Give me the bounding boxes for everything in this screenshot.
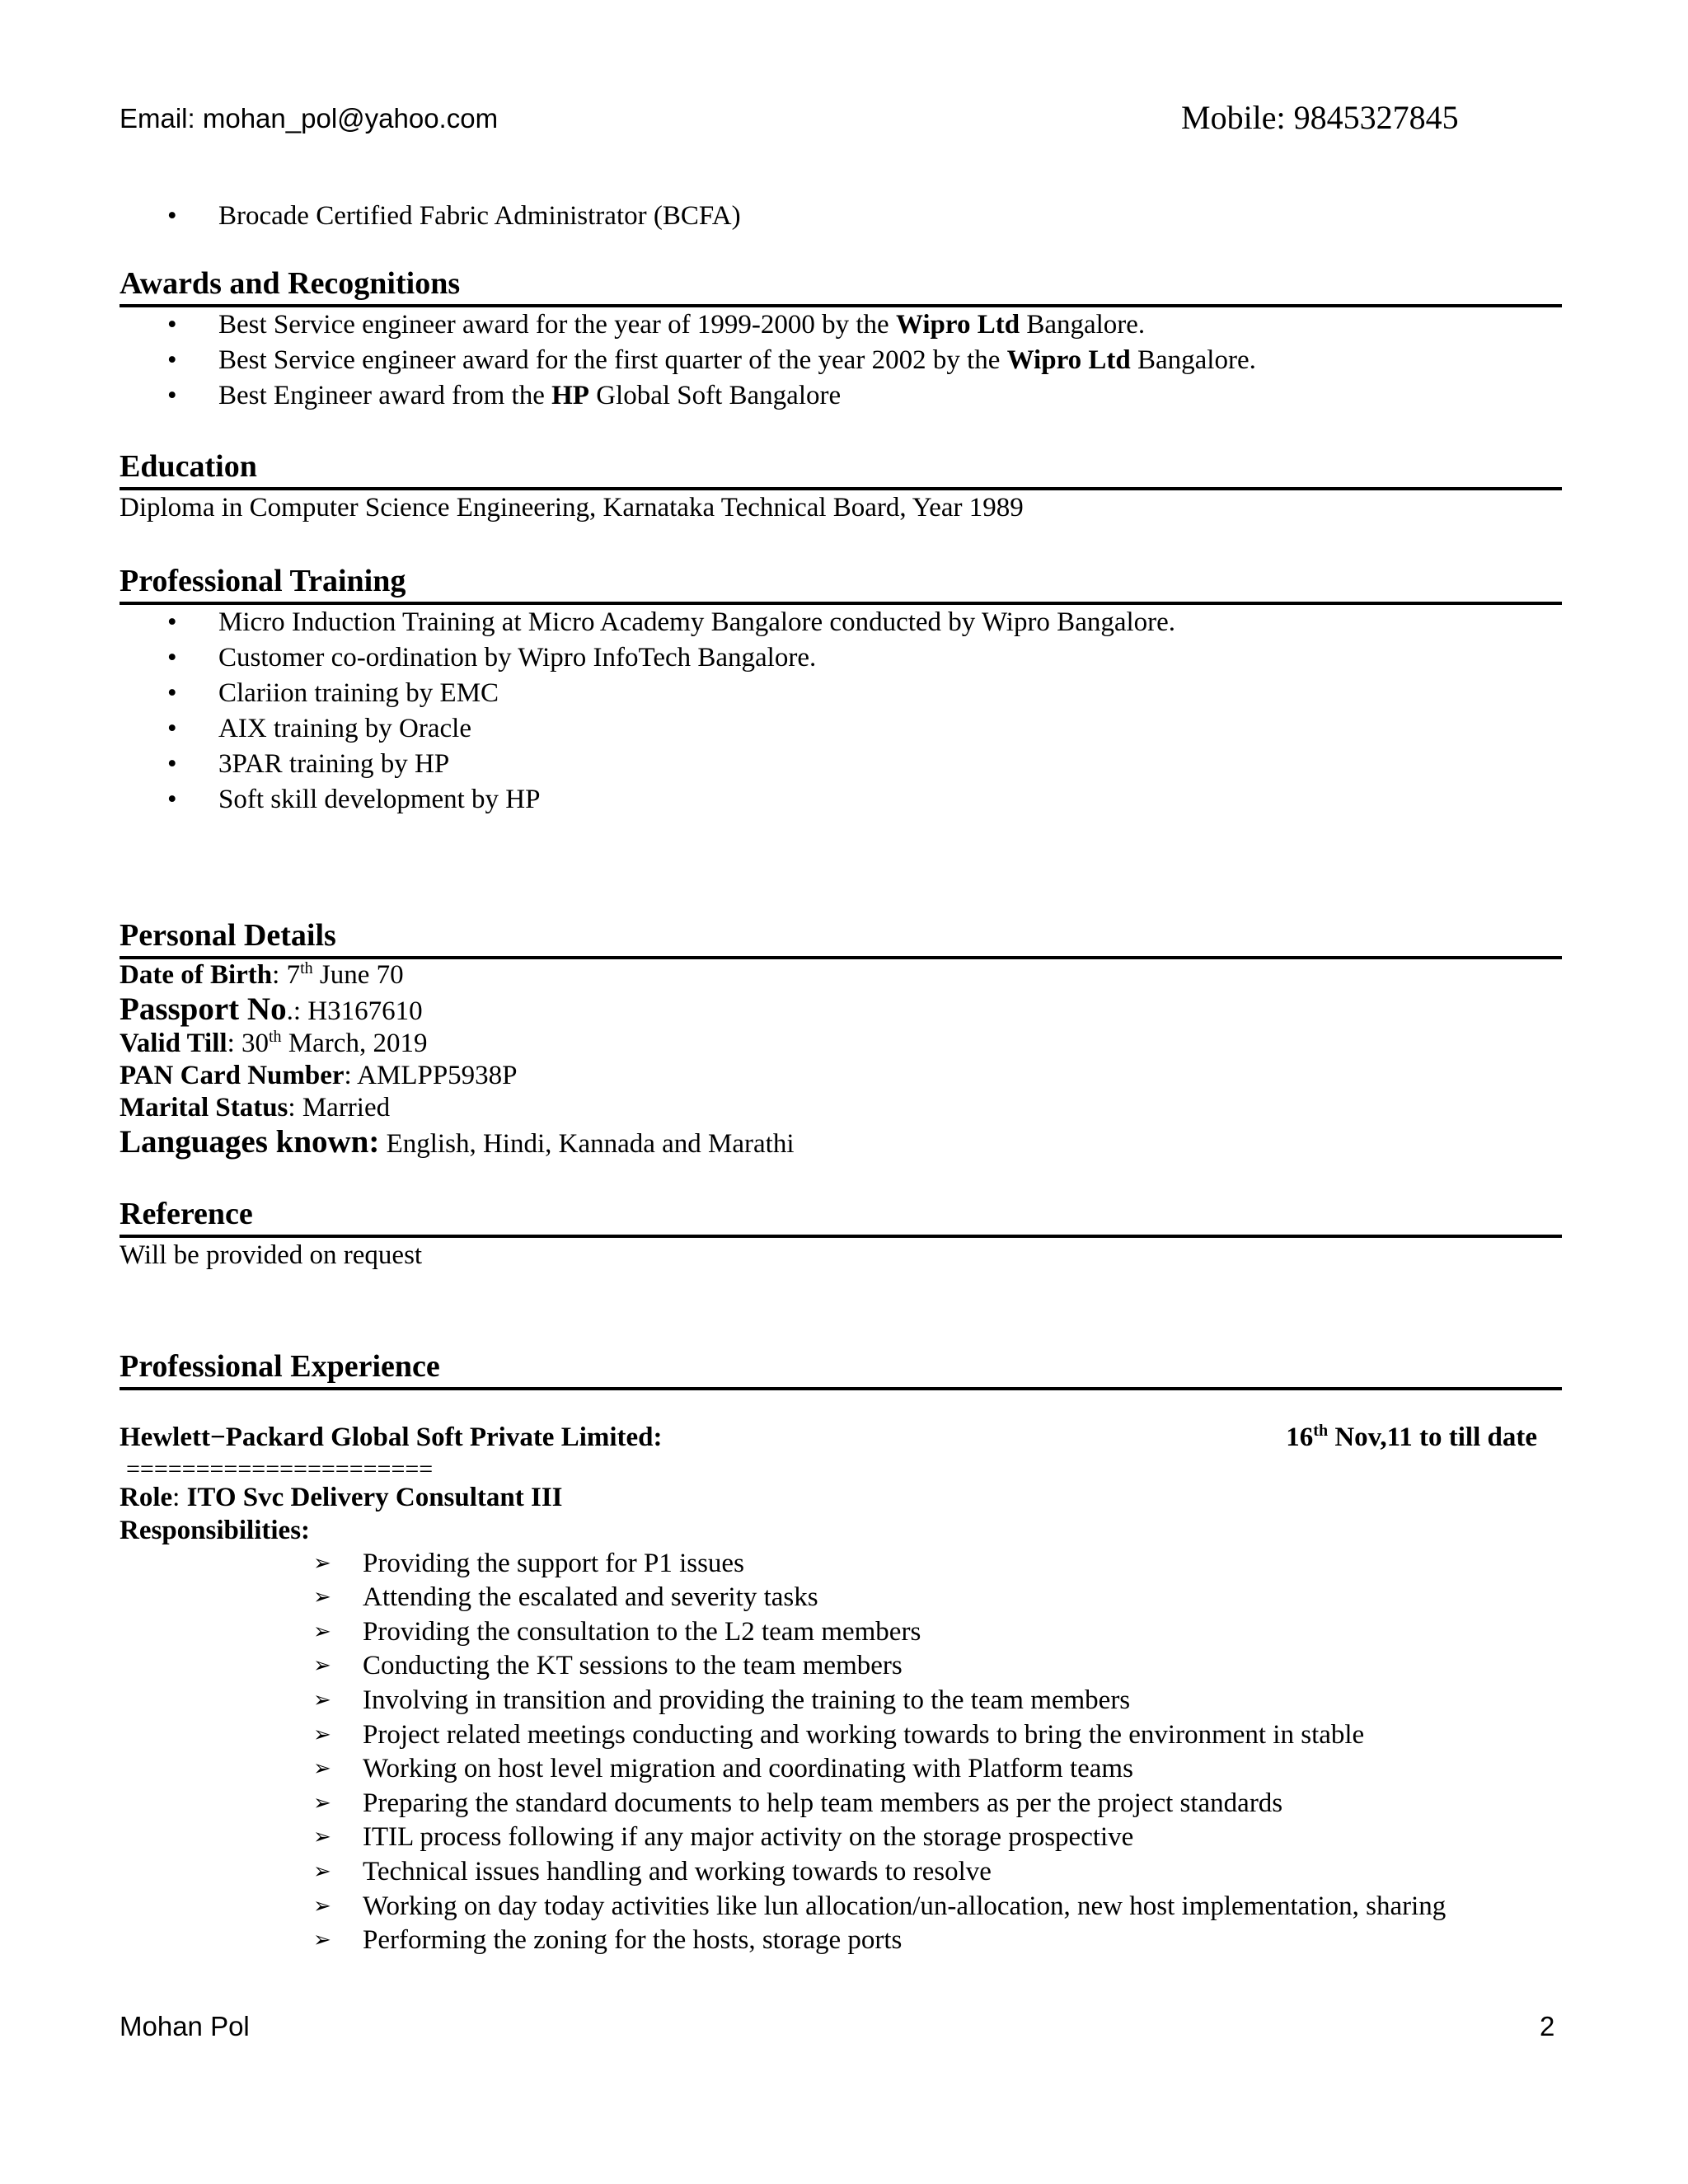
company-date: 16th Nov,11 to till date <box>1286 1421 1537 1452</box>
bullet-icon: • <box>167 784 177 814</box>
bullet-icon: • <box>167 642 177 673</box>
role-row: Role: ITO Svc Delivery Consultant III <box>120 1482 563 1512</box>
list-item: ➢ Performing the zoning for the hosts, storage ports <box>120 1924 1562 1958</box>
arrow-bullet-icon: ➢ <box>313 1825 331 1850</box>
list-item: • Best Engineer award from the HP Global Soft Bangalore <box>120 378 1562 414</box>
responsibilities-label: Responsibilities: <box>120 1515 311 1545</box>
section-heading: Awards and Recognitions <box>120 266 1562 307</box>
company-name: Hewlett−Packard Global Soft Private Limited: <box>120 1422 663 1452</box>
valid-till-row: Valid Till: 30th March, 2019 <box>120 1027 428 1058</box>
section-heading: Personal Details <box>120 918 1562 959</box>
arrow-bullet-icon: ➢ <box>313 1550 331 1576</box>
awards-section <box>120 266 1562 414</box>
passport-row: Passport No.: H3167610 <box>120 991 423 1027</box>
header-mobile: Mobile: 9845327845 <box>1181 99 1459 136</box>
arrow-bullet-icon: ➢ <box>313 1653 331 1679</box>
arrow-bullet-icon: ➢ <box>313 1790 331 1816</box>
arrow-bullet-icon: ➢ <box>313 1859 331 1885</box>
arrow-bullet-icon: ➢ <box>313 1619 331 1644</box>
bullet-icon: • <box>167 677 177 708</box>
footer-name: Mohan Pol <box>120 2011 250 2041</box>
bullet-icon: • <box>167 713 177 743</box>
arrow-bullet-icon: ➢ <box>313 1893 331 1919</box>
list-item: ➢ Providing the support for P1 issues <box>120 1547 1562 1582</box>
bullet-icon: • <box>167 344 177 375</box>
list-item: ➢ Working on day today activities like lun allocation/un-allocation, new host implementation, sharing <box>120 1890 1562 1924</box>
list-item: • Best Service engineer award for the first quarter of the year 2002 by the Wipro Ltd Bangalore. <box>120 343 1562 378</box>
list-item: ➢ Attending the escalated and severity tasks <box>120 1581 1562 1615</box>
experience-section <box>120 1349 1562 1958</box>
header-email: Email: mohan_pol@yahoo.com <box>120 103 499 134</box>
list-item: ➢ Providing the consultation to the L2 team members <box>120 1615 1562 1650</box>
list-item: ➢ Working on host level migration and coordinating with Platform teams <box>120 1752 1562 1787</box>
list-item: • Brocade Certified Fabric Administrator (BCFA) <box>120 199 1562 234</box>
section-heading: Professional Experience <box>120 1349 1562 1390</box>
arrow-bullet-icon: ➢ <box>313 1928 331 1953</box>
list-item: ➢ Conducting the KT sessions to the team members <box>120 1649 1562 1684</box>
personal-section <box>120 918 1562 1160</box>
bullet-icon: • <box>167 201 177 231</box>
section-heading: Reference <box>120 1197 1562 1238</box>
list-item: ➢ Preparing the standard documents to help team members as per the project standards <box>120 1787 1562 1821</box>
bullet-icon: • <box>167 309 177 340</box>
list-item: • Customer co-ordination by Wipro InfoTech Bangalore. <box>120 640 1562 676</box>
marital-row: Marital Status: Married <box>120 1092 391 1122</box>
arrow-bullet-icon: ➢ <box>313 1756 331 1782</box>
list-item: • Soft skill development by HP <box>120 782 1562 818</box>
dob-row: Date of Birth: 7th June 70 <box>120 958 404 990</box>
list-item: ➢ Technical issues handling and working towards to resolve <box>120 1855 1562 1890</box>
bullet-icon: • <box>167 607 177 637</box>
reference-section <box>120 1197 1562 1273</box>
arrow-bullet-icon: ➢ <box>313 1722 331 1747</box>
bullet-icon: • <box>167 748 177 779</box>
training-section <box>120 564 1562 818</box>
list-item: • 3PAR training by HP <box>120 747 1562 782</box>
bullet-icon: • <box>167 380 177 410</box>
section-heading: Education <box>120 449 1562 490</box>
languages-row: Languages known: English, Hindi, Kannada and Marathi <box>120 1123 795 1160</box>
section-heading: Professional Training <box>120 564 1562 605</box>
page-number: 2 <box>1540 2011 1555 2041</box>
list-item: • Micro Induction Training at Micro Academy Bangalore conducted by Wipro Bangalore. <box>120 605 1562 640</box>
list-item: ➢ Project related meetings conducting and working towards to bring the environment in stable <box>120 1718 1562 1753</box>
education-text: Diploma in Computer Science Engineering, Karnataka Technical Board, Year 1989 <box>120 492 1024 523</box>
list-item: • AIX training by Oracle <box>120 711 1562 747</box>
reference-text: Will be provided on request <box>120 1240 423 1270</box>
company-row <box>120 1417 1562 1458</box>
list-item: ➢ ITIL process following if any major activity on the storage prospective <box>120 1821 1562 1855</box>
list-item: • Clariion training by EMC <box>120 676 1562 711</box>
list-item: ➢ Involving in transition and providing the training to the team members <box>120 1684 1562 1718</box>
list-item: • Best Service engineer award for the year of 1999-2000 by the Wipro Ltd Bangalore. <box>120 307 1562 343</box>
certifications-section <box>120 199 1562 234</box>
arrow-bullet-icon: ➢ <box>313 1688 331 1713</box>
company-underline: ====================== <box>126 1455 434 1483</box>
education-section <box>120 449 1562 526</box>
pan-row: PAN Card Number: AMLPP5938P <box>120 1060 518 1090</box>
arrow-bullet-icon: ➢ <box>313 1585 331 1610</box>
